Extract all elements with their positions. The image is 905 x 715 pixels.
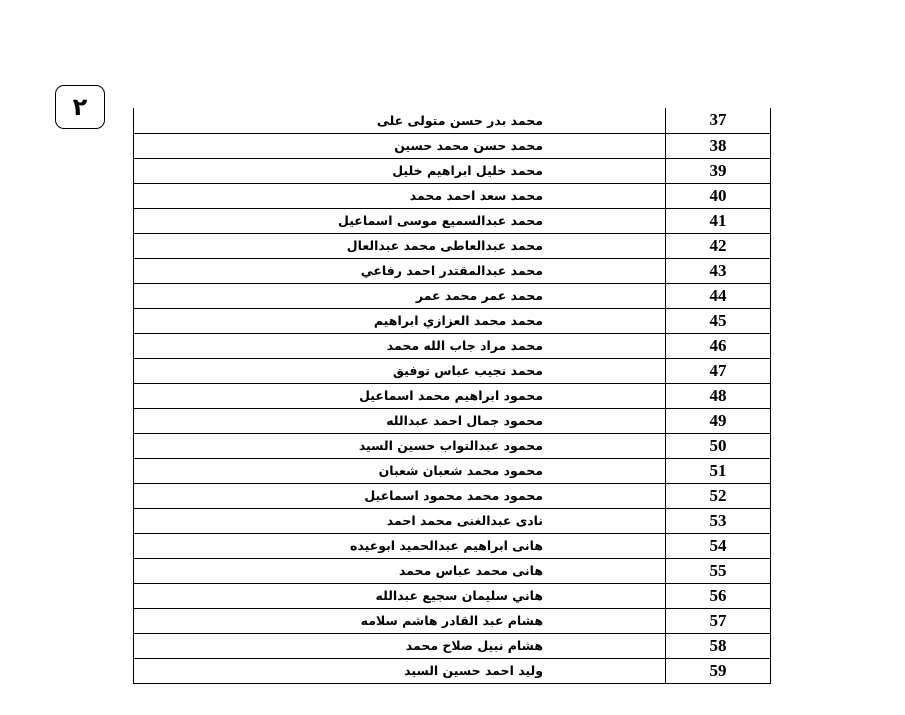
- serial-number-cell: 53: [666, 508, 771, 533]
- name-cell: وليد احمد حسين السيد: [134, 658, 666, 683]
- name-cell: محمد عمر محمد عمر: [134, 283, 666, 308]
- table-row: [134, 108, 771, 133]
- table-row: [134, 358, 771, 383]
- table-row: [134, 583, 771, 608]
- serial-number-cell: 50: [666, 433, 771, 458]
- name-cell: نادى عبدالغنى محمد احمد: [134, 508, 666, 533]
- name-cell: محمد عبدالعاطى محمد عبدالعال: [134, 233, 666, 258]
- table-row: [134, 433, 771, 458]
- name-cell: محمود محمد شعبان شعبان: [134, 458, 666, 483]
- name-cell: محمود عبدالتواب حسين السيد: [134, 433, 666, 458]
- serial-number-cell: 41: [666, 208, 771, 233]
- serial-number-cell: 43: [666, 258, 771, 283]
- names-table-body: [134, 108, 771, 683]
- table-row: [134, 208, 771, 233]
- page-number: ٢: [72, 93, 88, 121]
- table-row: [134, 133, 771, 158]
- serial-number-cell: 44: [666, 283, 771, 308]
- name-cell: هاني سليمان سجيع عبدالله: [134, 583, 666, 608]
- table-row: [134, 258, 771, 283]
- name-cell: محمد مراد جاب الله محمد: [134, 333, 666, 358]
- name-cell: محمد محمد العزازي ابراهيم: [134, 308, 666, 333]
- table-row: [134, 658, 771, 683]
- table-row: [134, 558, 771, 583]
- serial-number-cell: 56: [666, 583, 771, 608]
- table-row: [134, 333, 771, 358]
- name-cell: محمد بدر حسن متولى على: [134, 108, 666, 133]
- name-cell: محمود ابراهيم محمد اسماعيل: [134, 383, 666, 408]
- table-row: [134, 408, 771, 433]
- serial-number-cell: 38: [666, 133, 771, 158]
- name-cell: هانى محمد عباس محمد: [134, 558, 666, 583]
- serial-number-cell: 39: [666, 158, 771, 183]
- names-table-container: [133, 108, 770, 684]
- table-row: [134, 183, 771, 208]
- table-row: [134, 308, 771, 333]
- table-row: [134, 508, 771, 533]
- table-row: [134, 458, 771, 483]
- page-number-badge: [55, 85, 105, 129]
- serial-number-cell: 51: [666, 458, 771, 483]
- serial-number-cell: 48: [666, 383, 771, 408]
- serial-number-cell: 37: [666, 108, 771, 133]
- table-row: [134, 483, 771, 508]
- name-cell: هشام نبيل صلاح محمد: [134, 633, 666, 658]
- table-row: [134, 383, 771, 408]
- serial-number-cell: 42: [666, 233, 771, 258]
- name-cell: هشام عبد القادر هاشم سلامه: [134, 608, 666, 633]
- serial-number-cell: 57: [666, 608, 771, 633]
- name-cell: محمد عبدالمقتدر احمد رفاعي: [134, 258, 666, 283]
- name-cell: محمد نجيب عباس توفيق: [134, 358, 666, 383]
- table-row: [134, 158, 771, 183]
- name-cell: محمود جمال احمد عبدالله: [134, 408, 666, 433]
- serial-number-cell: 55: [666, 558, 771, 583]
- table-row: [134, 233, 771, 258]
- table-row: [134, 633, 771, 658]
- serial-number-cell: 47: [666, 358, 771, 383]
- serial-number-cell: 40: [666, 183, 771, 208]
- serial-number-cell: 49: [666, 408, 771, 433]
- serial-number-cell: 46: [666, 333, 771, 358]
- name-cell: محمد سعد احمد محمد: [134, 183, 666, 208]
- serial-number-cell: 58: [666, 633, 771, 658]
- serial-number-cell: 59: [666, 658, 771, 683]
- name-cell: محمد حسن محمد حسين: [134, 133, 666, 158]
- name-cell: محمد عبدالسميع موسى اسماعيل: [134, 208, 666, 233]
- table-row: [134, 533, 771, 558]
- name-cell: محمود محمد محمود اسماعيل: [134, 483, 666, 508]
- table-row: [134, 283, 771, 308]
- table-row: [134, 608, 771, 633]
- serial-number-cell: 54: [666, 533, 771, 558]
- name-cell: محمد خليل ابراهيم خليل: [134, 158, 666, 183]
- names-table: [133, 108, 771, 684]
- name-cell: هانى ابراهيم عبدالحميد ابوعيده: [134, 533, 666, 558]
- serial-number-cell: 45: [666, 308, 771, 333]
- serial-number-cell: 52: [666, 483, 771, 508]
